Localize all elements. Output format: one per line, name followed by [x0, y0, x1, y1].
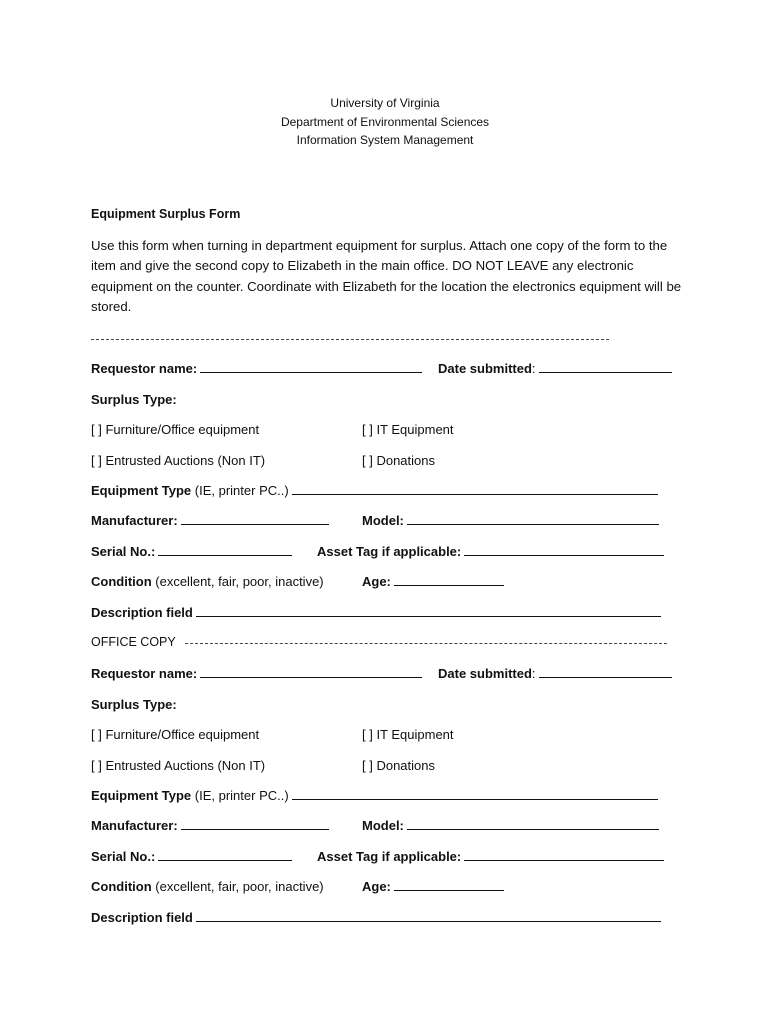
equipment-type-hint: (IE, printer PC..) — [191, 788, 289, 803]
age-label: Age: — [362, 574, 391, 589]
serial-label: Serial No.: — [91, 849, 156, 864]
equipment-type-label: Equipment Type — [91, 483, 192, 498]
model-row — [362, 512, 659, 530]
condition-label: Condition — [91, 879, 152, 894]
requestor-row — [91, 665, 422, 683]
age-label: Age: — [362, 879, 391, 894]
asset-tag-label: Asset Tag if applicable: — [317, 544, 462, 559]
equipment-type-label: Equipment Type — [91, 788, 192, 803]
condition-hint: (excellent, fair, poor, inactive) — [151, 574, 324, 589]
date-colon: : — [531, 361, 536, 376]
condition-row — [91, 573, 324, 591]
serial-row — [91, 848, 292, 866]
manufacturer-label: Manufacturer: — [91, 513, 178, 528]
checkbox-it-equipment[interactable]: [ ] IT Equipment — [362, 422, 454, 437]
condition-row — [91, 878, 324, 896]
condition-label: Condition — [91, 574, 152, 589]
description-row — [91, 604, 661, 622]
checkbox-furniture[interactable]: [ ] Furniture/Office equipment — [91, 727, 260, 742]
manufacturer-row — [91, 512, 329, 530]
model-label: Model: — [362, 513, 404, 528]
checkbox-it-equipment[interactable]: [ ] IT Equipment — [362, 727, 454, 742]
checkbox-furniture[interactable]: [ ] Furniture/Office equipment — [91, 422, 260, 437]
model-label: Model: — [362, 818, 404, 833]
date-row — [438, 360, 672, 378]
header-department: Department of Environmental Sciences — [280, 114, 490, 129]
office-copy-separator — [175, 643, 667, 644]
checkbox-donations[interactable]: [ ] Donations — [362, 758, 435, 773]
checkbox-entrusted-auctions[interactable]: [ ] Entrusted Auctions (Non IT) — [91, 453, 266, 468]
age-row — [362, 573, 504, 591]
serial-row — [91, 543, 292, 561]
header-university: University of Virginia — [330, 96, 440, 110]
header-division: Information System Management — [296, 133, 474, 147]
date-row — [438, 665, 672, 683]
date-submitted-field[interactable] — [539, 665, 672, 678]
model-row — [362, 817, 659, 835]
asset-tag-row — [317, 848, 664, 866]
serial-field[interactable] — [158, 543, 292, 556]
equipment-type-field[interactable] — [292, 482, 658, 495]
age-row — [362, 878, 504, 896]
office-copy-label: OFFICE COPY — [91, 635, 184, 649]
surplus-type-label: Surplus Type: — [91, 392, 177, 407]
asset-tag-row — [317, 543, 664, 561]
age-field[interactable] — [394, 878, 504, 891]
age-field[interactable] — [394, 573, 504, 586]
manufacturer-label: Manufacturer: — [91, 818, 178, 833]
asset-tag-field[interactable] — [464, 848, 664, 861]
document-header — [0, 94, 770, 150]
date-submitted-label: Date submitted — [438, 361, 532, 376]
description-label: Description field — [91, 910, 193, 925]
serial-label: Serial No.: — [91, 544, 156, 559]
equipment-type-row — [91, 787, 658, 805]
requestor-label: Requestor name: — [91, 666, 198, 681]
serial-field[interactable] — [158, 848, 292, 861]
requestor-label: Requestor name: — [91, 361, 198, 376]
asset-tag-label: Asset Tag if applicable: — [317, 849, 462, 864]
form-title: Equipment Surplus Form — [91, 207, 241, 221]
equipment-type-field[interactable] — [292, 787, 658, 800]
model-field[interactable] — [407, 512, 659, 525]
asset-tag-field[interactable] — [464, 543, 664, 556]
date-colon: : — [531, 666, 536, 681]
description-field[interactable] — [196, 909, 661, 922]
date-submitted-label: Date submitted — [438, 666, 532, 681]
checkbox-donations[interactable]: [ ] Donations — [362, 453, 435, 468]
date-submitted-field[interactable] — [539, 360, 672, 373]
manufacturer-field[interactable] — [181, 512, 329, 525]
requestor-name-field[interactable] — [200, 665, 422, 678]
description-row — [91, 909, 661, 927]
requestor-name-field[interactable] — [200, 360, 422, 373]
manufacturer-row — [91, 817, 329, 835]
form-instructions: Use this form when turning in department equipment for surplus. Attach one copy of the form to the item and give the second copy to Elizabeth in the main office. DO NOT LEAVE any electronic equipment on the counter. Coordinate with Elizabeth for the location the electronics equipment will be stored. — [91, 238, 682, 314]
manufacturer-field[interactable] — [181, 817, 329, 830]
dashed-separator — [91, 339, 609, 340]
condition-hint: (excellent, fair, poor, inactive) — [151, 879, 324, 894]
description-field[interactable] — [196, 604, 661, 617]
equipment-type-row — [91, 482, 658, 500]
description-label: Description field — [91, 605, 193, 620]
checkbox-entrusted-auctions[interactable]: [ ] Entrusted Auctions (Non IT) — [91, 758, 266, 773]
equipment-type-hint: (IE, printer PC..) — [191, 483, 289, 498]
requestor-row — [91, 360, 422, 378]
model-field[interactable] — [407, 817, 659, 830]
surplus-type-label: Surplus Type: — [91, 697, 177, 712]
